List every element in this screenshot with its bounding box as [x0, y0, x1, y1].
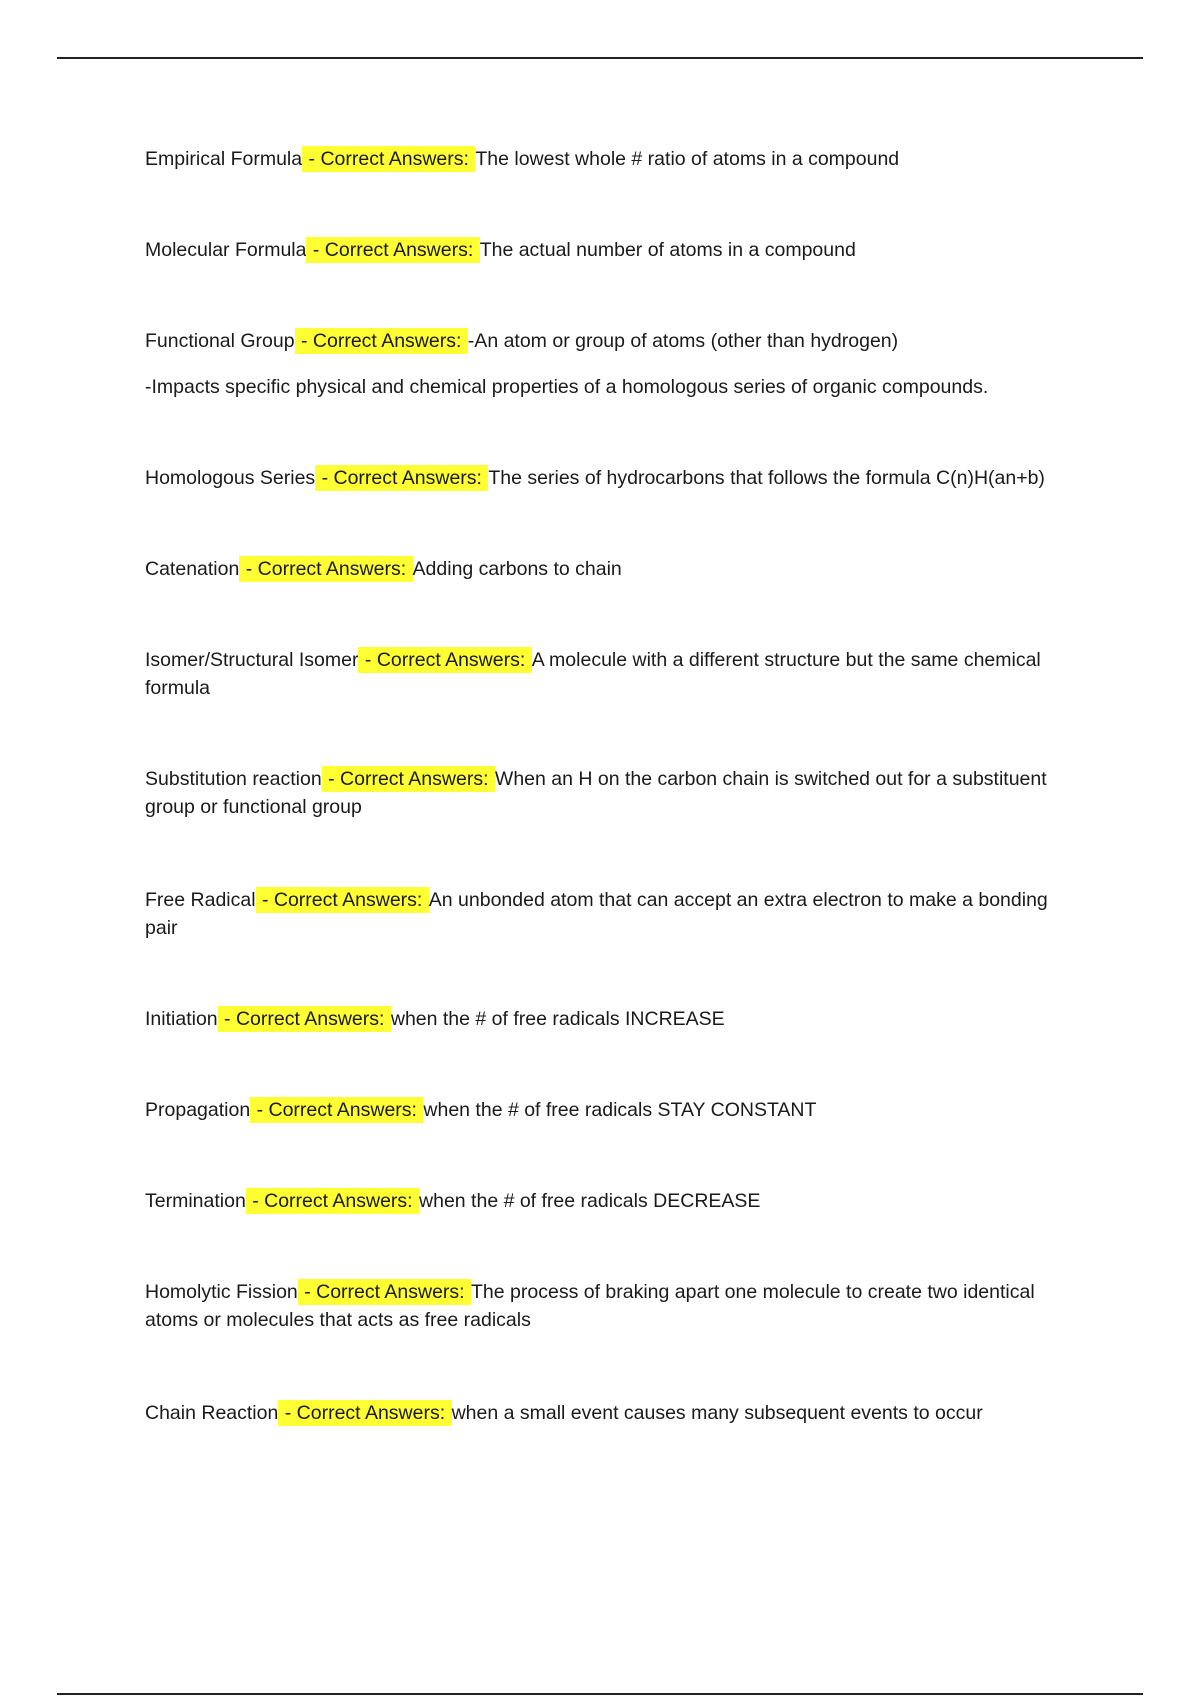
entry-propagation — [145, 1096, 1085, 1124]
entry-line — [145, 1187, 1085, 1215]
correct-answers-label: - Correct Answers: — [240, 558, 412, 580]
entry-line — [145, 886, 1085, 942]
entry-line — [145, 327, 1085, 355]
correct-answers-label: - Correct Answers: — [251, 1099, 423, 1121]
entry-term: Catenation — [145, 558, 240, 580]
entry-line — [145, 555, 1085, 583]
entry-term: Initiation — [145, 1008, 218, 1030]
entry-substitution-reaction — [145, 765, 1085, 821]
entry-term: Free Radical — [145, 889, 256, 911]
entry-extra-line: -Impacts specific physical and chemical properties of a homologous series of organic compounds. — [145, 376, 989, 398]
entry-line — [145, 464, 1085, 492]
entry-line — [145, 145, 1085, 173]
entry-line — [145, 236, 1085, 264]
entry-term: Chain Reaction — [145, 1402, 279, 1424]
correct-answers-label: - Correct Answers: — [322, 768, 494, 790]
entry-functional-group — [145, 327, 1085, 401]
correct-answers-label: - Correct Answers: — [256, 889, 428, 911]
bottom-rule — [57, 1693, 1143, 1695]
entry-term: Homolytic Fission — [145, 1281, 298, 1303]
entry-isomer — [145, 646, 1085, 702]
entry-catenation — [145, 555, 1085, 583]
entry-termination — [145, 1187, 1085, 1215]
entry-answer: The series of hydrocarbons that follows the formula C(n)H(an+b) — [488, 467, 1045, 489]
entry-answer: A molecule with a different structure but the same chemical formula — [145, 649, 1041, 699]
entry-term: Isomer/Structural Isomer — [145, 649, 359, 671]
entry-chain-reaction — [145, 1399, 1085, 1427]
entry-term: Propagation — [145, 1099, 251, 1121]
correct-answers-label: - Correct Answers: — [307, 239, 479, 261]
entry-term: Molecular Formula — [145, 239, 307, 261]
entry-answer: when a small event causes many subsequent events to occur — [451, 1402, 983, 1424]
entry-answer: when the # of free radicals INCREASE — [390, 1008, 725, 1030]
entry-term: Empirical Formula — [145, 148, 303, 170]
entry-term: Functional Group — [145, 330, 295, 352]
entry-initiation — [145, 1005, 1085, 1033]
entry-line — [145, 1278, 1085, 1334]
correct-answers-label: - Correct Answers: — [316, 467, 488, 489]
entry-molecular-formula — [145, 236, 1085, 264]
top-rule — [57, 57, 1143, 59]
correct-answers-label: - Correct Answers: — [298, 1281, 471, 1303]
entry-term: Substitution reaction — [145, 768, 322, 790]
correct-answers-label: - Correct Answers: — [246, 1190, 419, 1212]
entry-line — [145, 765, 1085, 821]
entry-line — [145, 646, 1085, 702]
entry-term: Homologous Series — [145, 467, 316, 489]
entry-line — [145, 1096, 1085, 1124]
entry-line — [145, 1399, 1085, 1427]
entry-term: Termination — [145, 1190, 246, 1212]
entry-answer: When an H on the carbon chain is switched out for a substituent group or functional group — [145, 768, 1047, 818]
correct-answers-label: - Correct Answers: — [279, 1402, 451, 1424]
correct-answers-label: - Correct Answers: — [303, 148, 475, 170]
entry-answer: when the # of free radicals STAY CONSTANT — [423, 1099, 817, 1121]
entry-free-radical — [145, 886, 1085, 942]
entry-answer: An unbonded atom that can accept an extra electron to make a bonding pair — [145, 889, 1048, 939]
correct-answers-label: - Correct Answers: — [218, 1008, 390, 1030]
entry-homologous-series — [145, 464, 1085, 492]
entry-answer: -An atom or group of atoms (other than hydrogen) — [467, 330, 899, 352]
correct-answers-label: - Correct Answers: — [295, 330, 467, 352]
correct-answers-label: - Correct Answers: — [359, 649, 531, 671]
entry-answer: The lowest whole # ratio of atoms in a compound — [475, 148, 900, 170]
entry-answer: Adding carbons to chain — [412, 558, 622, 580]
entry-line — [145, 1005, 1085, 1033]
entry-answer: The process of braking apart one molecule to create two identical atoms or molecules that acts as free radicals — [145, 1281, 1035, 1331]
entry-empirical-formula — [145, 145, 1085, 173]
entry-answer: The actual number of atoms in a compound — [479, 239, 856, 261]
entry-homolytic-fission — [145, 1278, 1085, 1334]
entry-answer: when the # of free radicals DECREASE — [419, 1190, 761, 1212]
